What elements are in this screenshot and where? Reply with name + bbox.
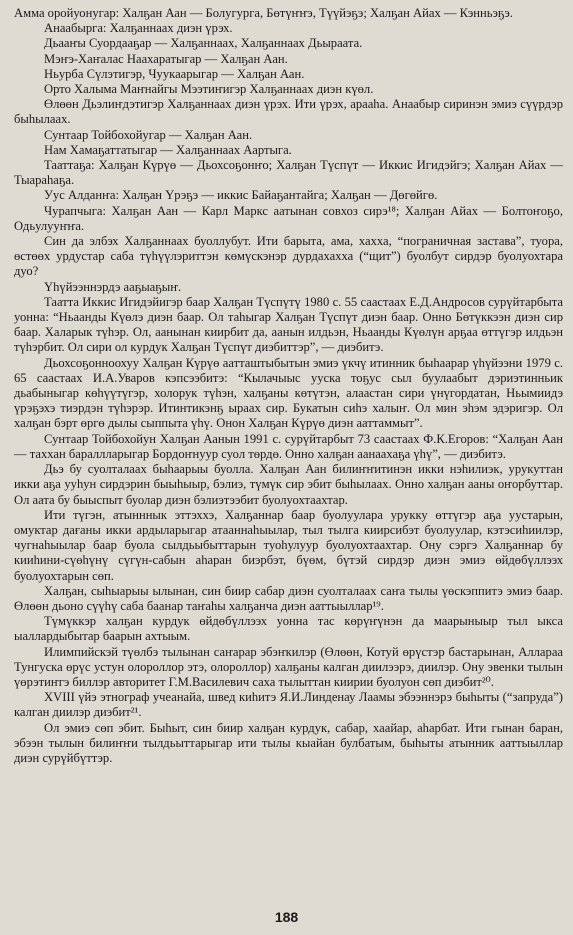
paragraph: Өлөөн Дьэлиҥдэтигэр Халҕаннаах диэн үрэх. Ити үрэх, арааһа. Анаабыр сиринэн эмиэ сүүрдэр быһылаах.: [14, 97, 563, 127]
paragraph: Нам Хамаҕаттатыгар — Халҕаннаах Аартыга.: [44, 142, 292, 157]
paragraph: Син да элбэх Халҕаннаах буоллубут. Ити барыта, ама, хахха, “пограничная застава”, туора, өстөөх урдустар саба түһүүлэриттэн көмүскэнэр дурдахахха (“щит”) буолбут сирдэр буолуохтара дуо?: [14, 234, 563, 279]
page-number: 188: [274, 909, 299, 925]
paragraph: Орто Халыма Маҥнайгы Мээтиҥигэр Халҕаннаах диэн күөл.: [44, 82, 374, 97]
paragraph: Уус Алданҥа: Халҕан Үрэҕэ — иккис Байаҕантайга; Халҕан — Дөгөйгө.: [44, 188, 438, 203]
paragraph: Сунтаар Тойбохойун Халҕан Аанын 1991 с. сурүйтарбыт 73 саастаах Ф.К.Егоров: “Халҕан Аан — таххан бараллларыгар Бордоҥнуур суол төрдө. Онно халҕан аанаахаҕа үһү”, — диэбитэ.: [14, 431, 563, 461]
paragraph: Ньурба Сүлэтигэр, Чуукаарыгар — Халҕан Аан.: [44, 66, 305, 81]
paragraph: Мэҥэ-Хаҥалас Наахаратыгар — Халҕан Аан.: [44, 51, 288, 66]
paragraph: Амма оройуонугар: Халҕан Аан — Болугурга, Бөтүҥҥэ, Түүйэҕэ; Халҕан Айах — Кэнньэҕэ.: [14, 6, 513, 20]
paragraph: Тааттаҕа: Халҕан Күрүө — Дьохсоҕонҥо; Халҕан Түспүт — Иккис Игидэйгэ; Халҕан Айах — Тыараһаҕа.: [14, 158, 563, 188]
paragraph: Дьохсоҕонноохуу Халҕан Күрүө аатташтыбытын эмиэ үкчү итинник быһаарар үһүйээни 1979 с. 65 саастаах И.А.Уваров кэпсээбитэ: “Кылачыыс ууска тоҕус сыл буулаабыт дэриэтинньик дьабыныгар көһүүтүгэр, холорук түһэн, халҕаны көтүтэн, алаастан сири үнүгордатан, Ньымиидэ үрэҕэхэ тиэрдэн түһэрэр. Итинтикэнҕ ыраах сир. Букатын сиһэ халыҥ. Ол мин эһэм эдэригэр. Ол халҕан бэрт өргө дылы сыппыта үһү. Онон Халҕан Күрүө диэн ааттаммыт”.: [14, 355, 563, 431]
paragraph: Дьэ бу суолталаах быһаарыы буолла. Халҕан Аан билиҥҥитинэн икки нэһилиэк, урукуттан икки аҕа ууһун сирдэрин быыһыыр, бэлиэ, түмүк сир эбит быһылаах. Онно халҕан ааны оҥорбуттар. Ол аата бу быыспыт буолар диэн бэлиэтээбит буолуохтаахтар.: [14, 462, 563, 507]
paragraph: Түмүккэр халҕан курдук өйдөбүллээх уонна тас көрүҥүнэн да маарыныыр тыл ыкса ыаллардыбытар баарын ахтыым.: [14, 614, 563, 644]
paragraph: Таатта Иккис Игидэйигэр баар Халҕан Түспүтү 1980 с. 55 саастаах Е.Д.Андросов сурүйтарбыта уонна: “Ньаанды Күөлэ диэн баар. Ол таһыгар Халҕан Түспүт диэн баар. Онно Бөтүккээн диэн сир баар. Халарык түһэр. Ол, аанынан киирбит да, аанын илдьэн, Ньаанды Күөлүн арҕаа өттүгэр илдьэн түһэрбит. Ол сири ол курдук Халҕан Түспүт диэбиттэр”, — диэбитэ.: [14, 294, 563, 355]
paragraph: XVIII үйэ этнограф учеанайа, швед киһитэ Я.И.Линденау Лаамы эбээннэрэ быһыты (“запруда”) калган диилэр диэбит²¹.: [14, 690, 563, 720]
paragraph: Анаабырга: Халҕаннаах диэн үрэх.: [44, 21, 233, 36]
paragraph: Чурапчыга: Халҕан Аан — Карл Маркс аатынан совхоз сирэ¹⁸; Халҕан Айах — Болтоҥоҕо, Одьулууҥҥа.: [14, 203, 563, 233]
paragraph: Сунтаар Тойбохойугар — Халҕан Аан.: [44, 127, 253, 142]
paragraph: Дьааҥы Суордааҕар — Халҕаннаах, Халҕаннаах Дьыраата.: [44, 36, 363, 51]
paragraph: Ити түгэн, атынннык эттэххэ, Халҕаннар баар буолуулара урукку өттүгэр аҕа уустарын, омуктар дағаны икки ардыларыгар атааннаһыылар, тыл тылга киирсибэт буолуулар, кэтэсиһиилэр, чугнаһыылар баар буола сылдьыбыттарын туоһулуур буолуохтаахтар. Ону сэргэ Халҕаннар бу кииһини-сүөһүнү сүгүн-сабын аһаран биэрбэт, бүөм, бүтэй сирдэр диэн эмиэ өйдөбүллээх буолуохтарын сөп.: [14, 507, 563, 583]
paragraph: Ол эмиэ сөп эбит. Быһыт, син биир халҕан курдук, сабар, хаайар, аһарбат. Ити гынан баран, эбээн тылын билиҥҥи тылдьыттарыгар ити тылы кыайан булбатым, быһыты атынник ааттыыллар диэн сурүйбүттэр.: [14, 720, 563, 765]
paragraph: Үһүйээннэрдэ ааҕыаҕыҥ.: [44, 279, 182, 294]
paragraph: Халҕан, сыһыарыы ылынан, син биир сабар диэн суолталаах саҥа тылы үөскэппитэ эмиэ баар. Өлөөн дьоно сүүһү саба баанар таҥаһы халҕанча диэн ааттыыллар¹⁹.: [14, 583, 563, 613]
page-text: [14, 6, 563, 766]
paragraph: Илимпийскэй түөлбэ тылынан саҥарар эбэҥкилэр (Өлөөн, Котуй өрүстэр бастарынан, Аллараа Тунгуска өрүс устун олороллор этэ, олороллор) халҕаны калган диилээрэ, диилэр. Ону эвенки тылын үөрэтиҥгэ биллэр авторитет Г.М.Василевич саха тылыттан киирии буолуон сөп диэбит²⁰.: [14, 644, 563, 689]
